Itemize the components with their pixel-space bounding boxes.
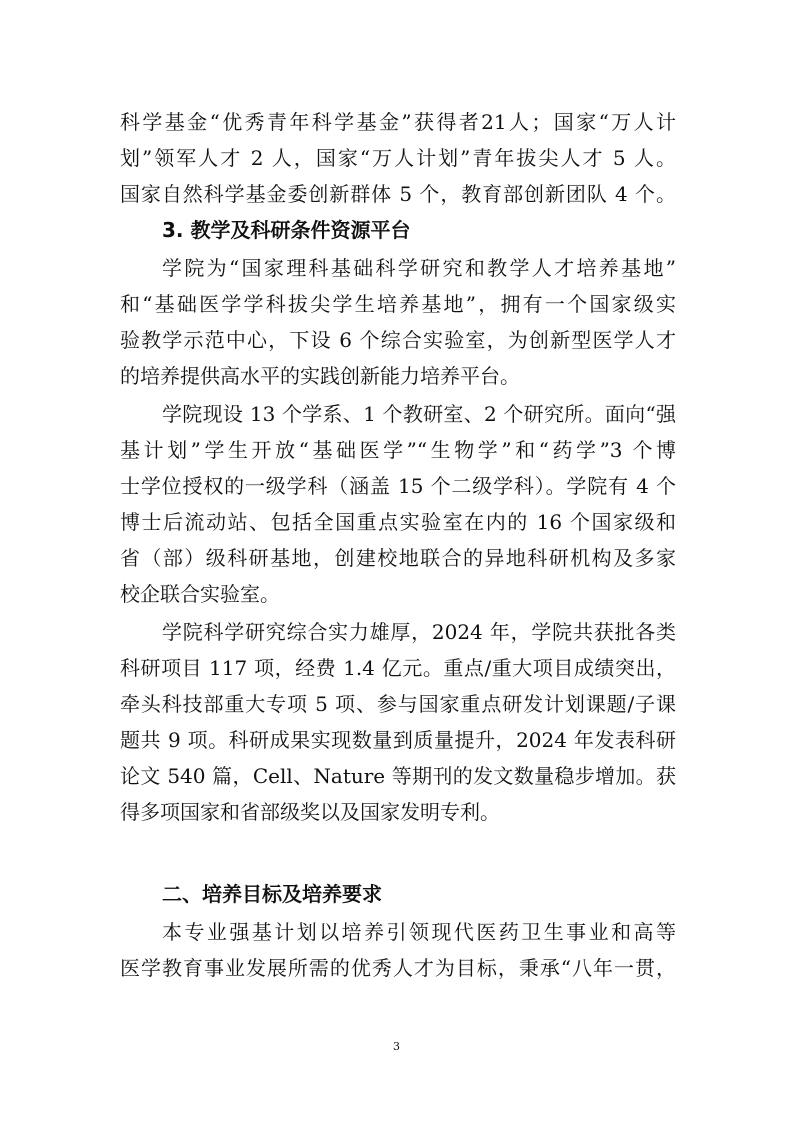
text-line: 学院现设 13 个学系、1 个教研室、2 个研究所。面向“强 (162, 402, 676, 426)
text-line: 和“基础医学学科拔尖学生培养基地”，拥有一个国家级实 (120, 292, 676, 316)
text-line: 验教学示范中心，下设 6 个综合实验室，为创新型医学人才 (120, 328, 676, 352)
section-heading: 3. 教学及科研条件资源平台 (162, 218, 411, 242)
text-line: 论文 540 篇，Cell、Nature 等期刊的发文数量稳步增加。获 (120, 764, 676, 788)
text-line: 划”领军人才 2 人，国家“万人计划”青年拔尖人才 5 人。 (120, 146, 676, 170)
text-line: 学院科学研究综合实力雄厚，2024 年，学院共获批各类 (162, 620, 676, 644)
text-line: 基计划”学生开放“基础医学”“生物学”和“药学”3 个博 (120, 438, 676, 462)
page-number: 3 (393, 1040, 400, 1053)
text-line: 的培养提供高水平的实践创新能力培养平台。 (120, 364, 520, 388)
text-line: 科研项目 117 项，经费 1.4 亿元。重点/重大项目成绩突出， (120, 656, 676, 680)
text-line: 得多项国家和省部级奖以及国家发明专利。 (120, 800, 500, 824)
text-line: 医学教育事业发展所需的优秀人才为目标，秉承“八年一贯， (120, 956, 676, 980)
text-line: 学院为“国家理科基础科学研究和教学人才培养基地” (162, 256, 676, 280)
text-line: 国家自然科学基金委创新群体 5 个，教育部创新团队 4 个。 (120, 182, 676, 206)
text-line: 省（部）级科研基地，创建校地联合的异地科研机构及多家 (120, 546, 676, 570)
text-line: 科学基金“优秀青年科学基金”获得者21人；国家“万人计 (120, 110, 676, 134)
text-line: 题共 9 项。科研成果实现数量到质量提升，2024 年发表科研 (120, 728, 676, 752)
text-line: 士学位授权的一级学科（涵盖 15 个二级学科）。学院有 4 个 (120, 474, 676, 498)
text-line: 牵头科技部重大专项 5 项、参与国家重点研发计划课题/子课 (120, 692, 676, 716)
text-line: 博士后流动站、包括全国重点实验室在内的 16 个国家级和 (120, 510, 676, 534)
text-line: 本专业强基计划以培养引领现代医药卫生事业和高等 (162, 920, 676, 944)
text-line: 校企联合实验室。 (120, 582, 280, 606)
section-heading: 二、培养目标及培养要求 (162, 882, 382, 906)
